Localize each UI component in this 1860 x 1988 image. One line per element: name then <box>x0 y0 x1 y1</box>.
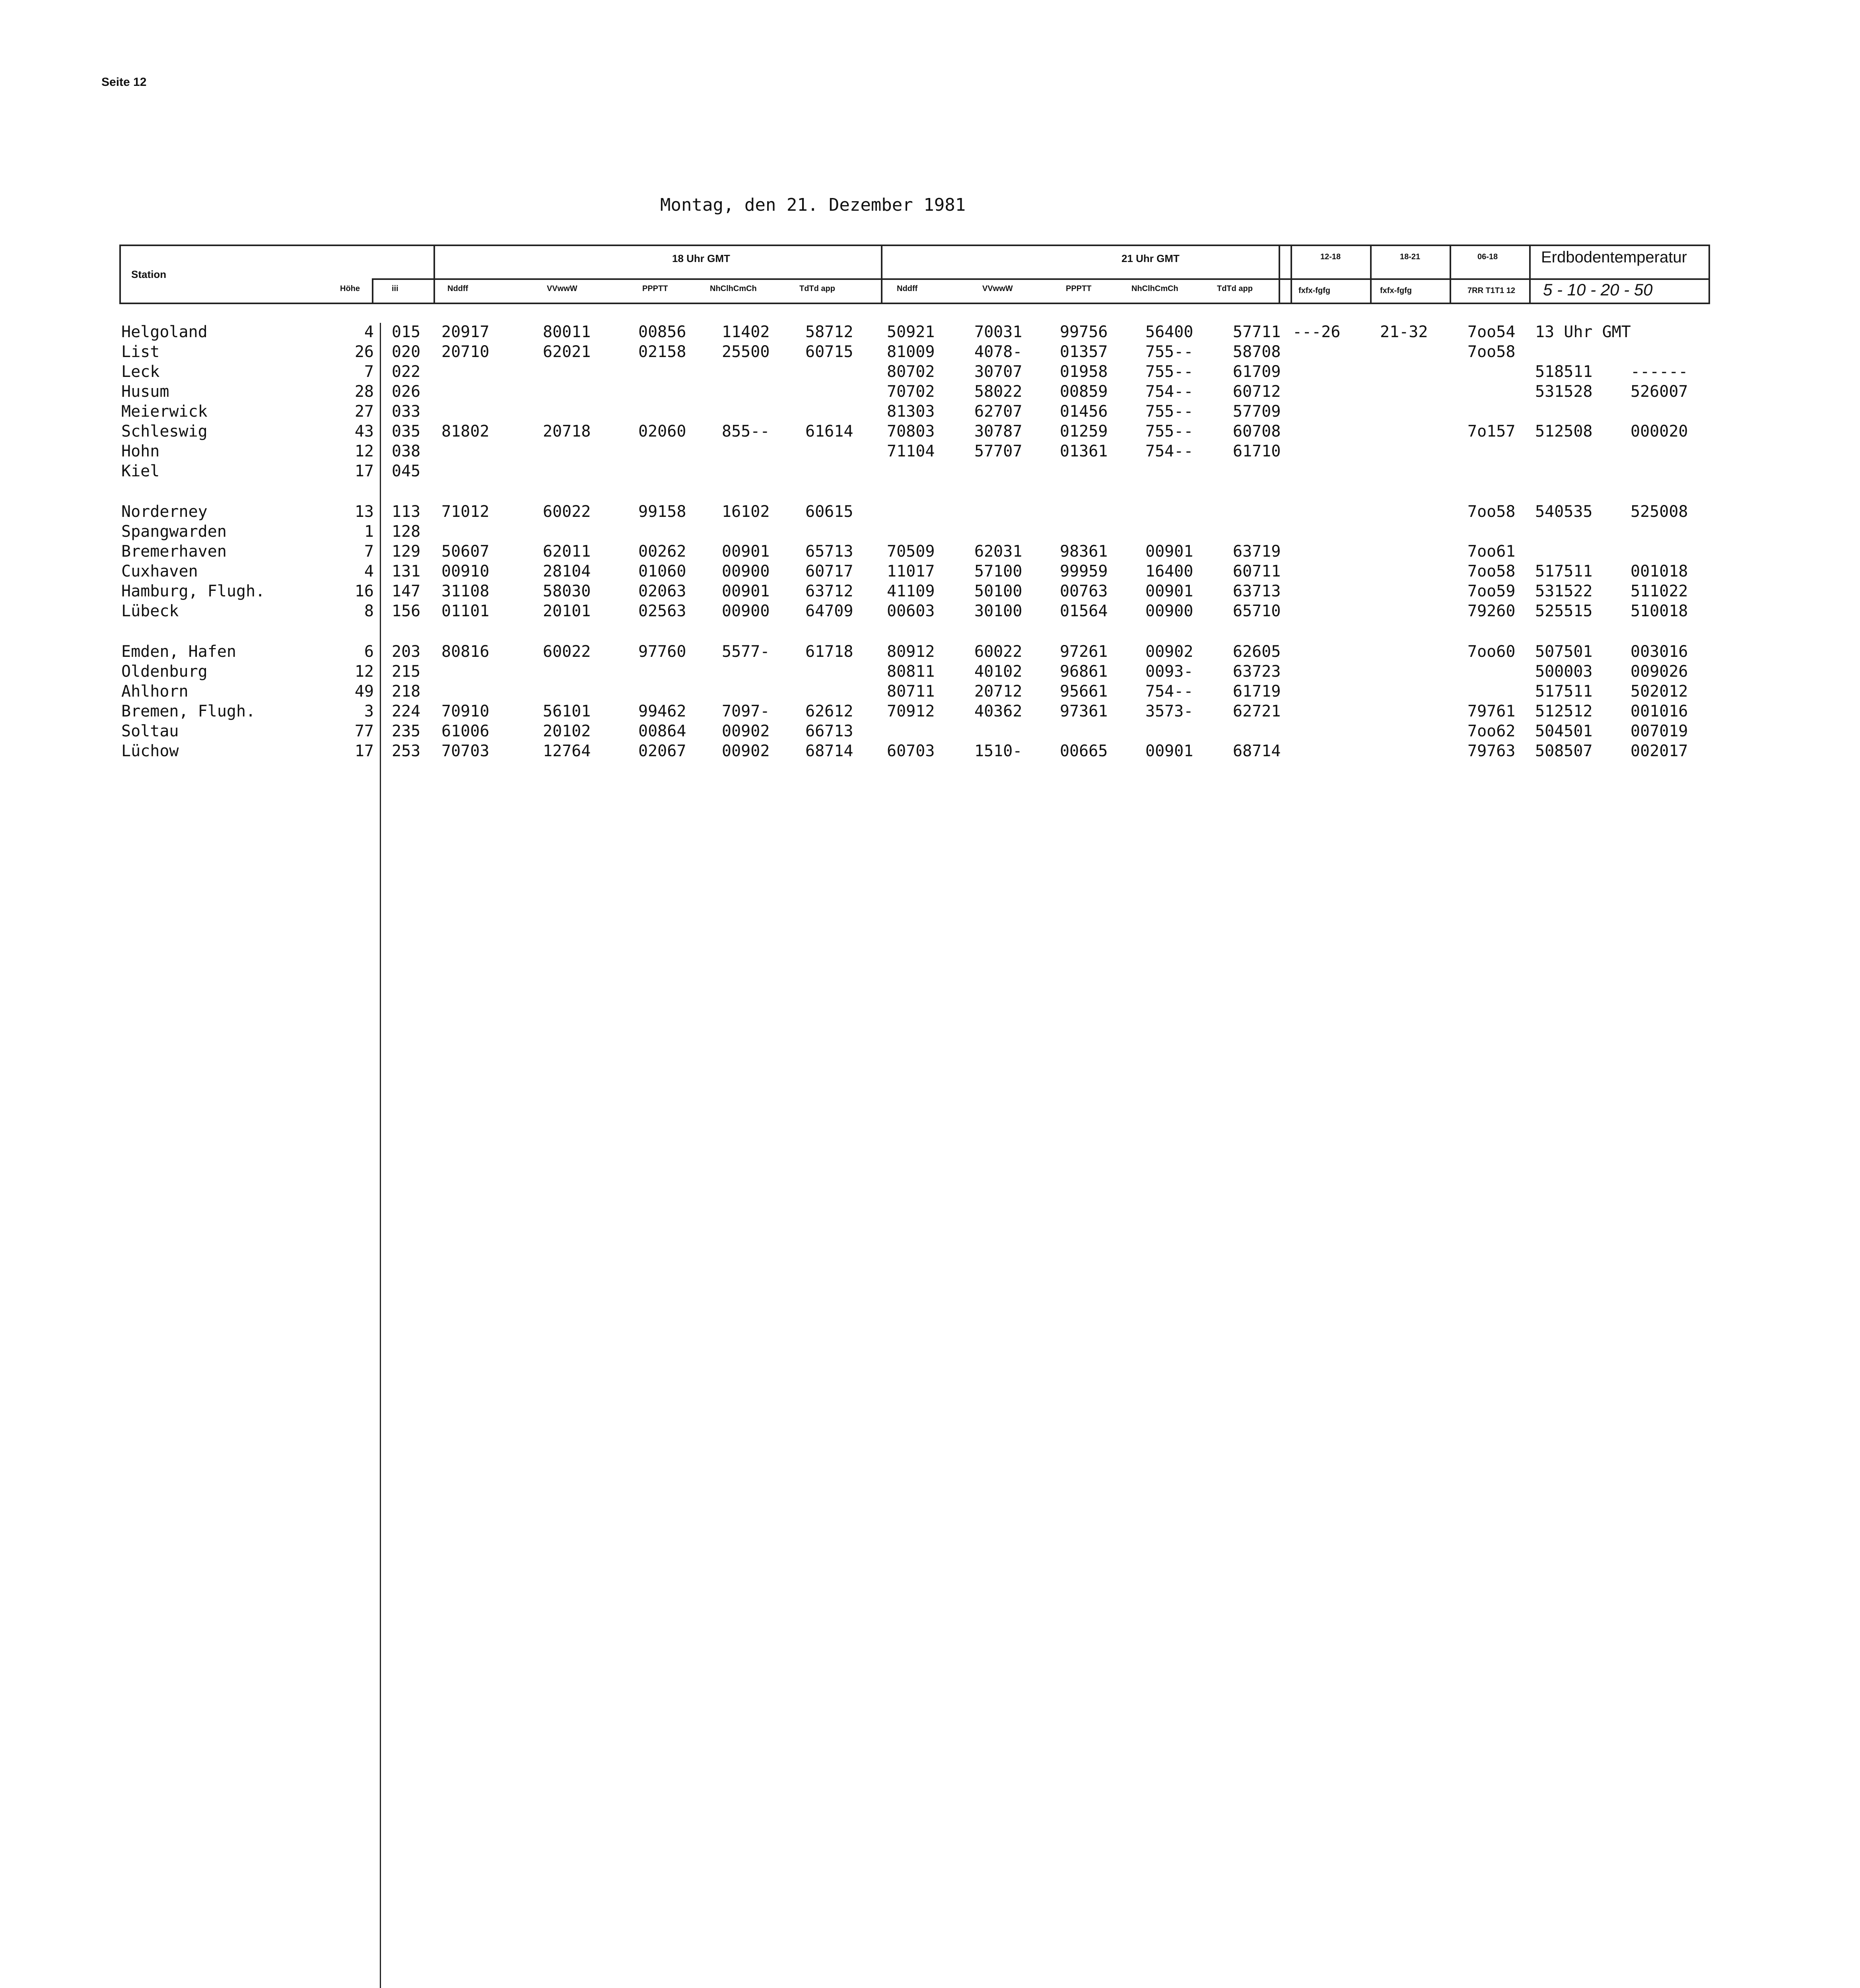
obs21-clouds: 754-- <box>1145 682 1193 701</box>
obs18-dew: 60715 <box>805 343 853 361</box>
obs21-vvwww: 57100 <box>974 562 1022 580</box>
obs21-dew: 57711 <box>1233 323 1281 341</box>
obs21-nddff: 81009 <box>887 343 935 361</box>
station-height: 77 <box>354 722 374 740</box>
obs21-dew: 60712 <box>1233 382 1281 401</box>
soil-temp-b: 525008 <box>1631 503 1688 521</box>
obs18-vvwww: 20102 <box>543 722 591 740</box>
table-row <box>0 682 1860 702</box>
r1821-left-rule <box>1370 245 1372 304</box>
group21-left-rule <box>881 245 882 304</box>
station-id: 129 <box>392 542 421 561</box>
gust-18-21: 21-32 <box>1380 323 1428 341</box>
iii-header: iii <box>392 284 398 293</box>
obs21-dew: 57709 <box>1233 402 1281 421</box>
obs21-vvwww: 40102 <box>974 662 1022 681</box>
obs18-dew: 61718 <box>805 643 853 661</box>
obs21-nddff: 80811 <box>887 662 935 681</box>
r1218-sub: fxfx-fgfg <box>1298 286 1330 295</box>
station-id: 026 <box>392 382 421 401</box>
obs18-dew: 68714 <box>805 742 853 760</box>
obs21-clouds: 754-- <box>1145 442 1193 460</box>
table-row <box>0 742 1860 762</box>
station-name: Schleswig <box>121 422 208 441</box>
obs18-ppptt: 00864 <box>638 722 686 740</box>
station-height: 27 <box>354 402 374 421</box>
soil-temp-b: 000020 <box>1631 422 1688 441</box>
obs18-clouds: 00902 <box>722 722 770 740</box>
obs18-clouds: 11402 <box>722 323 770 341</box>
soil-temp-b: 510018 <box>1631 602 1688 620</box>
obs21-dew: 60711 <box>1233 562 1281 580</box>
table-row <box>0 662 1860 682</box>
obs21-nddff: 70702 <box>887 382 935 401</box>
station-name: Cuxhaven <box>121 562 198 580</box>
table-row <box>0 562 1860 582</box>
obs21-ppptt: 01357 <box>1060 343 1108 361</box>
station-id: 131 <box>392 562 421 580</box>
obs21-clouds: 00901 <box>1145 742 1193 760</box>
soil-temp-a: 517511 <box>1535 562 1593 580</box>
obs18-nddff: 81802 <box>441 422 490 441</box>
station-name: Norderney <box>121 503 208 521</box>
station-id: 033 <box>392 402 421 421</box>
obs21-ppptt: 01958 <box>1060 363 1108 381</box>
station-name: Spangwarden <box>121 522 227 541</box>
obs18-vvwww: 62011 <box>543 542 591 561</box>
soil-temp-a: 517511 <box>1535 682 1593 701</box>
obs18-ppptt: 02563 <box>638 602 686 620</box>
obs18-clouds: 16102 <box>722 503 770 521</box>
obs21-nddff: 81303 <box>887 402 935 421</box>
obs18-dew: 64709 <box>805 602 853 620</box>
obs18-ppptt: 97760 <box>638 643 686 661</box>
obs21-vvwww: 62031 <box>974 542 1022 561</box>
obs21-nddff: 70803 <box>887 422 935 441</box>
station-height: 6 <box>364 643 374 661</box>
col18-nddff: Nddff <box>447 284 468 293</box>
obs18-ppptt: 00262 <box>638 542 686 561</box>
station-height: 16 <box>354 582 374 600</box>
station-header: Station <box>131 268 167 280</box>
station-name: Helgoland <box>121 323 208 341</box>
soil-temp-a: 518511 <box>1535 363 1593 381</box>
station-height: 7 <box>364 363 374 381</box>
obs18-vvwww: 80011 <box>543 323 591 341</box>
precip-06-18: 7oo58 <box>1467 562 1516 580</box>
page-label: Seite 12 <box>101 76 147 89</box>
obs21-nddff: 11017 <box>887 562 935 580</box>
station-id: 215 <box>392 662 421 681</box>
obs21-vvwww: 30707 <box>974 363 1022 381</box>
obs21-dew: 68714 <box>1233 742 1281 760</box>
table-row <box>0 542 1860 562</box>
obs21-vvwww: 62707 <box>974 402 1022 421</box>
obs21-ppptt: 00859 <box>1060 382 1108 401</box>
station-id: 203 <box>392 643 421 661</box>
precip-06-18: 7oo54 <box>1467 323 1516 341</box>
obs18-vvwww: 20101 <box>543 602 591 620</box>
obs18-clouds: 25500 <box>722 343 770 361</box>
hoehe-header: Höhe <box>340 284 360 293</box>
table-row <box>0 503 1860 522</box>
obs21-ppptt: 01564 <box>1060 602 1108 620</box>
obs21-nddff: 70912 <box>887 702 935 720</box>
obs21-ppptt: 96861 <box>1060 662 1108 681</box>
obs21-ppptt: 00763 <box>1060 582 1108 600</box>
obs18-dew: 63712 <box>805 582 853 600</box>
r0618-left-rule <box>1450 245 1451 304</box>
obs21-nddff: 70509 <box>887 542 935 561</box>
precip-06-18: 7oo59 <box>1467 582 1516 600</box>
obs18-nddff: 61006 <box>441 722 490 740</box>
station-name: Bremerhaven <box>121 542 227 561</box>
r1218-left-rule <box>1291 245 1292 304</box>
erd-header: Erdbodentemperatur <box>1541 248 1687 266</box>
obs18-ppptt: 01060 <box>638 562 686 580</box>
obs18-clouds: 00900 <box>722 562 770 580</box>
col21-vvwww: VVwwW <box>982 284 1013 293</box>
precip-06-18: 7oo58 <box>1467 503 1516 521</box>
precip-06-18: 79761 <box>1467 702 1516 720</box>
station-group <box>0 643 1860 762</box>
station-height: 4 <box>364 323 374 341</box>
station-name: Lübeck <box>121 602 179 620</box>
soil-temp-a: 508507 <box>1535 742 1593 760</box>
soil-temp-b: 009026 <box>1631 662 1688 681</box>
obs21-dew: 60708 <box>1233 422 1281 441</box>
station-id: 022 <box>392 363 421 381</box>
station-name: Bremen, Flugh. <box>121 702 256 720</box>
obs18-dew: 58712 <box>805 323 853 341</box>
precip-06-18: 7oo60 <box>1467 643 1516 661</box>
obs21-ppptt: 01361 <box>1060 442 1108 460</box>
table-row <box>0 323 1860 343</box>
obs18-ppptt: 02060 <box>638 422 686 441</box>
obs18-clouds: 5577- <box>722 643 770 661</box>
obs21-ppptt: 98361 <box>1060 542 1108 561</box>
obs18-dew: 65713 <box>805 542 853 561</box>
obs18-nddff: 70703 <box>441 742 490 760</box>
obs18-vvwww: 60022 <box>543 503 591 521</box>
precip-06-18: 7oo61 <box>1467 542 1516 561</box>
group21-header: 21 Uhr GMT <box>1121 252 1180 264</box>
soil-temp-b: 502012 <box>1631 682 1688 701</box>
station-id: 045 <box>392 462 421 480</box>
group18-left-rule <box>433 245 435 304</box>
obs18-clouds: 00900 <box>722 602 770 620</box>
table-row <box>0 643 1860 662</box>
station-id: 113 <box>392 503 421 521</box>
obs18-nddff: 20710 <box>441 343 490 361</box>
soil-temp-b: ------ <box>1631 363 1688 381</box>
station-group <box>0 323 1860 482</box>
obs21-vvwww: 57707 <box>974 442 1022 460</box>
station-name: Oldenburg <box>121 662 208 681</box>
table-row <box>0 582 1860 602</box>
r0618-sub: 7RR T1T1 12 <box>1467 286 1516 295</box>
obs21-vvwww: 58022 <box>974 382 1022 401</box>
obs18-dew: 62612 <box>805 702 853 720</box>
obs18-vvwww: 62021 <box>543 343 591 361</box>
table-row <box>0 402 1860 422</box>
obs21-dew: 61709 <box>1233 363 1281 381</box>
station-height: 17 <box>354 462 374 480</box>
soil-temp-a: 13 Uhr GMT <box>1535 323 1631 341</box>
obs21-dew: 63719 <box>1233 542 1281 561</box>
station-id: 038 <box>392 442 421 460</box>
col18-dew: TdTd app <box>799 284 835 293</box>
col21-clouds: NhClhCmCh <box>1131 284 1178 293</box>
station-rows <box>0 323 1860 782</box>
station-id: 224 <box>392 702 421 720</box>
obs21-ppptt: 95661 <box>1060 682 1108 701</box>
station-id: 156 <box>392 602 421 620</box>
obs21-vvwww: 40362 <box>974 702 1022 720</box>
obs21-clouds: 755-- <box>1145 422 1193 441</box>
obs18-nddff: 70910 <box>441 702 490 720</box>
precip-06-18: 7o157 <box>1467 422 1516 441</box>
obs21-clouds: 3573- <box>1145 702 1193 720</box>
obs18-nddff: 50607 <box>441 542 490 561</box>
obs21-clouds: 755-- <box>1145 363 1193 381</box>
station-name: Emden, Hafen <box>121 643 236 661</box>
obs21-dew: 62605 <box>1233 643 1281 661</box>
obs21-vvwww: 1510- <box>974 742 1022 760</box>
station-height: 4 <box>364 562 374 580</box>
station-height: 28 <box>354 382 374 401</box>
soil-temp-a: 504501 <box>1535 722 1593 740</box>
obs21-clouds: 00901 <box>1145 582 1193 600</box>
table-row <box>0 422 1860 442</box>
table-row <box>0 343 1860 363</box>
obs18-ppptt: 02067 <box>638 742 686 760</box>
soil-temp-b: 511022 <box>1631 582 1688 600</box>
obs21-clouds: 00901 <box>1145 542 1193 561</box>
station-name: Hohn <box>121 442 160 460</box>
obs21-nddff: 71104 <box>887 442 935 460</box>
obs18-clouds: 7097- <box>722 702 770 720</box>
obs21-dew: 63713 <box>1233 582 1281 600</box>
obs21-clouds: 16400 <box>1145 562 1193 580</box>
obs21-vvwww: 20712 <box>974 682 1022 701</box>
soil-temp-b: 002017 <box>1631 742 1688 760</box>
obs18-dew: 66713 <box>805 722 853 740</box>
obs18-ppptt: 00856 <box>638 323 686 341</box>
station-name: Husum <box>121 382 169 401</box>
station-height: 17 <box>354 742 374 760</box>
col21-dew: TdTd app <box>1217 284 1253 293</box>
station-id: 015 <box>392 323 421 341</box>
soil-temp-a: 531528 <box>1535 382 1593 401</box>
obs18-dew: 60717 <box>805 562 853 580</box>
table-row <box>0 462 1860 482</box>
table-row <box>0 702 1860 722</box>
precip-06-18: 79260 <box>1467 602 1516 620</box>
hoehe-column-rule <box>372 278 373 304</box>
group21-right-rule <box>1279 245 1280 304</box>
obs21-clouds: 0093- <box>1145 662 1193 681</box>
precip-06-18: 7oo58 <box>1467 343 1516 361</box>
soil-temp-b: 007019 <box>1631 722 1688 740</box>
soil-temp-b: 003016 <box>1631 643 1688 661</box>
obs21-nddff: 41109 <box>887 582 935 600</box>
obs18-nddff: 71012 <box>441 503 490 521</box>
obs21-nddff: 50921 <box>887 323 935 341</box>
obs18-ppptt: 99462 <box>638 702 686 720</box>
obs18-ppptt: 02158 <box>638 343 686 361</box>
soil-temp-a: 512512 <box>1535 702 1593 720</box>
station-height: 12 <box>354 442 374 460</box>
obs21-dew: 61719 <box>1233 682 1281 701</box>
station-height: 43 <box>354 422 374 441</box>
station-id: 128 <box>392 522 421 541</box>
station-name: Soltau <box>121 722 179 740</box>
obs21-dew: 62721 <box>1233 702 1281 720</box>
station-height: 49 <box>354 682 374 701</box>
station-name: Meierwick <box>121 402 208 421</box>
soil-temp-b: 526007 <box>1631 382 1688 401</box>
col18-vvwww: VVwwW <box>547 284 577 293</box>
obs18-dew: 61614 <box>805 422 853 441</box>
station-name: Kiel <box>121 462 160 480</box>
col21-ppptt: PPPTT <box>1066 284 1092 293</box>
obs21-nddff: 80702 <box>887 363 935 381</box>
obs21-dew: 58708 <box>1233 343 1281 361</box>
obs21-ppptt: 01259 <box>1060 422 1108 441</box>
date-line: Montag, den 21. Dezember 1981 <box>660 195 966 215</box>
obs21-vvwww: 30100 <box>974 602 1022 620</box>
table-row <box>0 363 1860 382</box>
table-row <box>0 382 1860 402</box>
obs21-dew: 65710 <box>1233 602 1281 620</box>
obs21-ppptt: 99959 <box>1060 562 1108 580</box>
obs18-vvwww: 56101 <box>543 702 591 720</box>
station-height: 8 <box>364 602 374 620</box>
station-id: 020 <box>392 343 421 361</box>
soil-temp-a: 525515 <box>1535 602 1593 620</box>
station-name: List <box>121 343 160 361</box>
station-height: 12 <box>354 662 374 681</box>
obs18-vvwww: 12764 <box>543 742 591 760</box>
precip-06-18: 79763 <box>1467 742 1516 760</box>
station-id: 218 <box>392 682 421 701</box>
precip-06-18: 7oo62 <box>1467 722 1516 740</box>
station-name: Leck <box>121 363 160 381</box>
obs18-ppptt: 02063 <box>638 582 686 600</box>
obs18-vvwww: 20718 <box>543 422 591 441</box>
obs18-ppptt: 99158 <box>638 503 686 521</box>
soil-temp-a: 540535 <box>1535 503 1593 521</box>
station-height: 7 <box>364 542 374 561</box>
obs21-nddff: 80912 <box>887 643 935 661</box>
table-row <box>0 722 1860 742</box>
obs21-vvwww: 70031 <box>974 323 1022 341</box>
obs21-vvwww: 30787 <box>974 422 1022 441</box>
soil-temp-a: 531522 <box>1535 582 1593 600</box>
obs18-clouds: 00902 <box>722 742 770 760</box>
obs21-nddff: 60703 <box>887 742 935 760</box>
station-group <box>0 503 1860 622</box>
obs18-nddff: 31108 <box>441 582 490 600</box>
col18-ppptt: PPPTT <box>642 284 668 293</box>
obs21-ppptt: 01456 <box>1060 402 1108 421</box>
station-height: 1 <box>364 522 374 541</box>
obs21-clouds: 754-- <box>1145 382 1193 401</box>
obs21-dew: 61710 <box>1233 442 1281 460</box>
obs18-clouds: 00901 <box>722 542 770 561</box>
col18-clouds: NhClhCmCh <box>710 284 757 293</box>
soil-temp-a: 512508 <box>1535 422 1593 441</box>
obs21-clouds: 755-- <box>1145 402 1193 421</box>
obs18-vvwww: 60022 <box>543 643 591 661</box>
soil-temp-a: 500003 <box>1535 662 1593 681</box>
group18-header: 18 Uhr GMT <box>672 252 730 264</box>
subheader-rule <box>372 278 1710 280</box>
obs21-vvwww: 4078- <box>974 343 1022 361</box>
table-row <box>0 602 1860 622</box>
soil-temp-b: 001018 <box>1631 562 1688 580</box>
obs18-clouds: 00901 <box>722 582 770 600</box>
obs21-ppptt: 99756 <box>1060 323 1108 341</box>
obs21-ppptt: 00665 <box>1060 742 1108 760</box>
obs18-dew: 60615 <box>805 503 853 521</box>
obs21-clouds: 00902 <box>1145 643 1193 661</box>
station-height: 13 <box>354 503 374 521</box>
obs18-nddff: 00910 <box>441 562 490 580</box>
r1821-header: 18-21 <box>1400 252 1421 261</box>
station-height: 26 <box>354 343 374 361</box>
obs21-clouds: 755-- <box>1145 343 1193 361</box>
station-height: 3 <box>364 702 374 720</box>
station-name: Ahlhorn <box>121 682 189 701</box>
obs18-vvwww: 58030 <box>543 582 591 600</box>
table-row <box>0 522 1860 542</box>
obs18-nddff: 80816 <box>441 643 490 661</box>
obs21-nddff: 00603 <box>887 602 935 620</box>
table-row <box>0 442 1860 462</box>
station-name: Hamburg, Flugh. <box>121 582 265 600</box>
station-id: 235 <box>392 722 421 740</box>
obs21-clouds: 56400 <box>1145 323 1193 341</box>
gust-12-18: ---26 <box>1292 323 1341 341</box>
soil-temp-b: 001016 <box>1631 702 1688 720</box>
station-id: 035 <box>392 422 421 441</box>
obs21-ppptt: 97261 <box>1060 643 1108 661</box>
obs18-nddff: 20917 <box>441 323 490 341</box>
obs21-nddff: 80711 <box>887 682 935 701</box>
obs21-vvwww: 60022 <box>974 643 1022 661</box>
r1821-sub: fxfx-fgfg <box>1380 286 1412 295</box>
soil-temp-a: 507501 <box>1535 643 1593 661</box>
station-name: Lüchow <box>121 742 179 760</box>
obs18-vvwww: 28104 <box>543 562 591 580</box>
obs18-nddff: 01101 <box>441 602 490 620</box>
obs21-ppptt: 97361 <box>1060 702 1108 720</box>
r0618-header: 06-18 <box>1477 252 1498 261</box>
erd-left-rule <box>1529 245 1531 304</box>
station-id: 253 <box>392 742 421 760</box>
erd-depths: 5 - 10 - 20 - 50 <box>1543 280 1653 299</box>
obs21-vvwww: 50100 <box>974 582 1022 600</box>
col21-nddff: Nddff <box>897 284 918 293</box>
obs18-clouds: 855-- <box>722 422 770 441</box>
obs21-dew: 63723 <box>1233 662 1281 681</box>
r1218-header: 12-18 <box>1320 252 1341 261</box>
obs21-clouds: 00900 <box>1145 602 1193 620</box>
station-id: 147 <box>392 582 421 600</box>
